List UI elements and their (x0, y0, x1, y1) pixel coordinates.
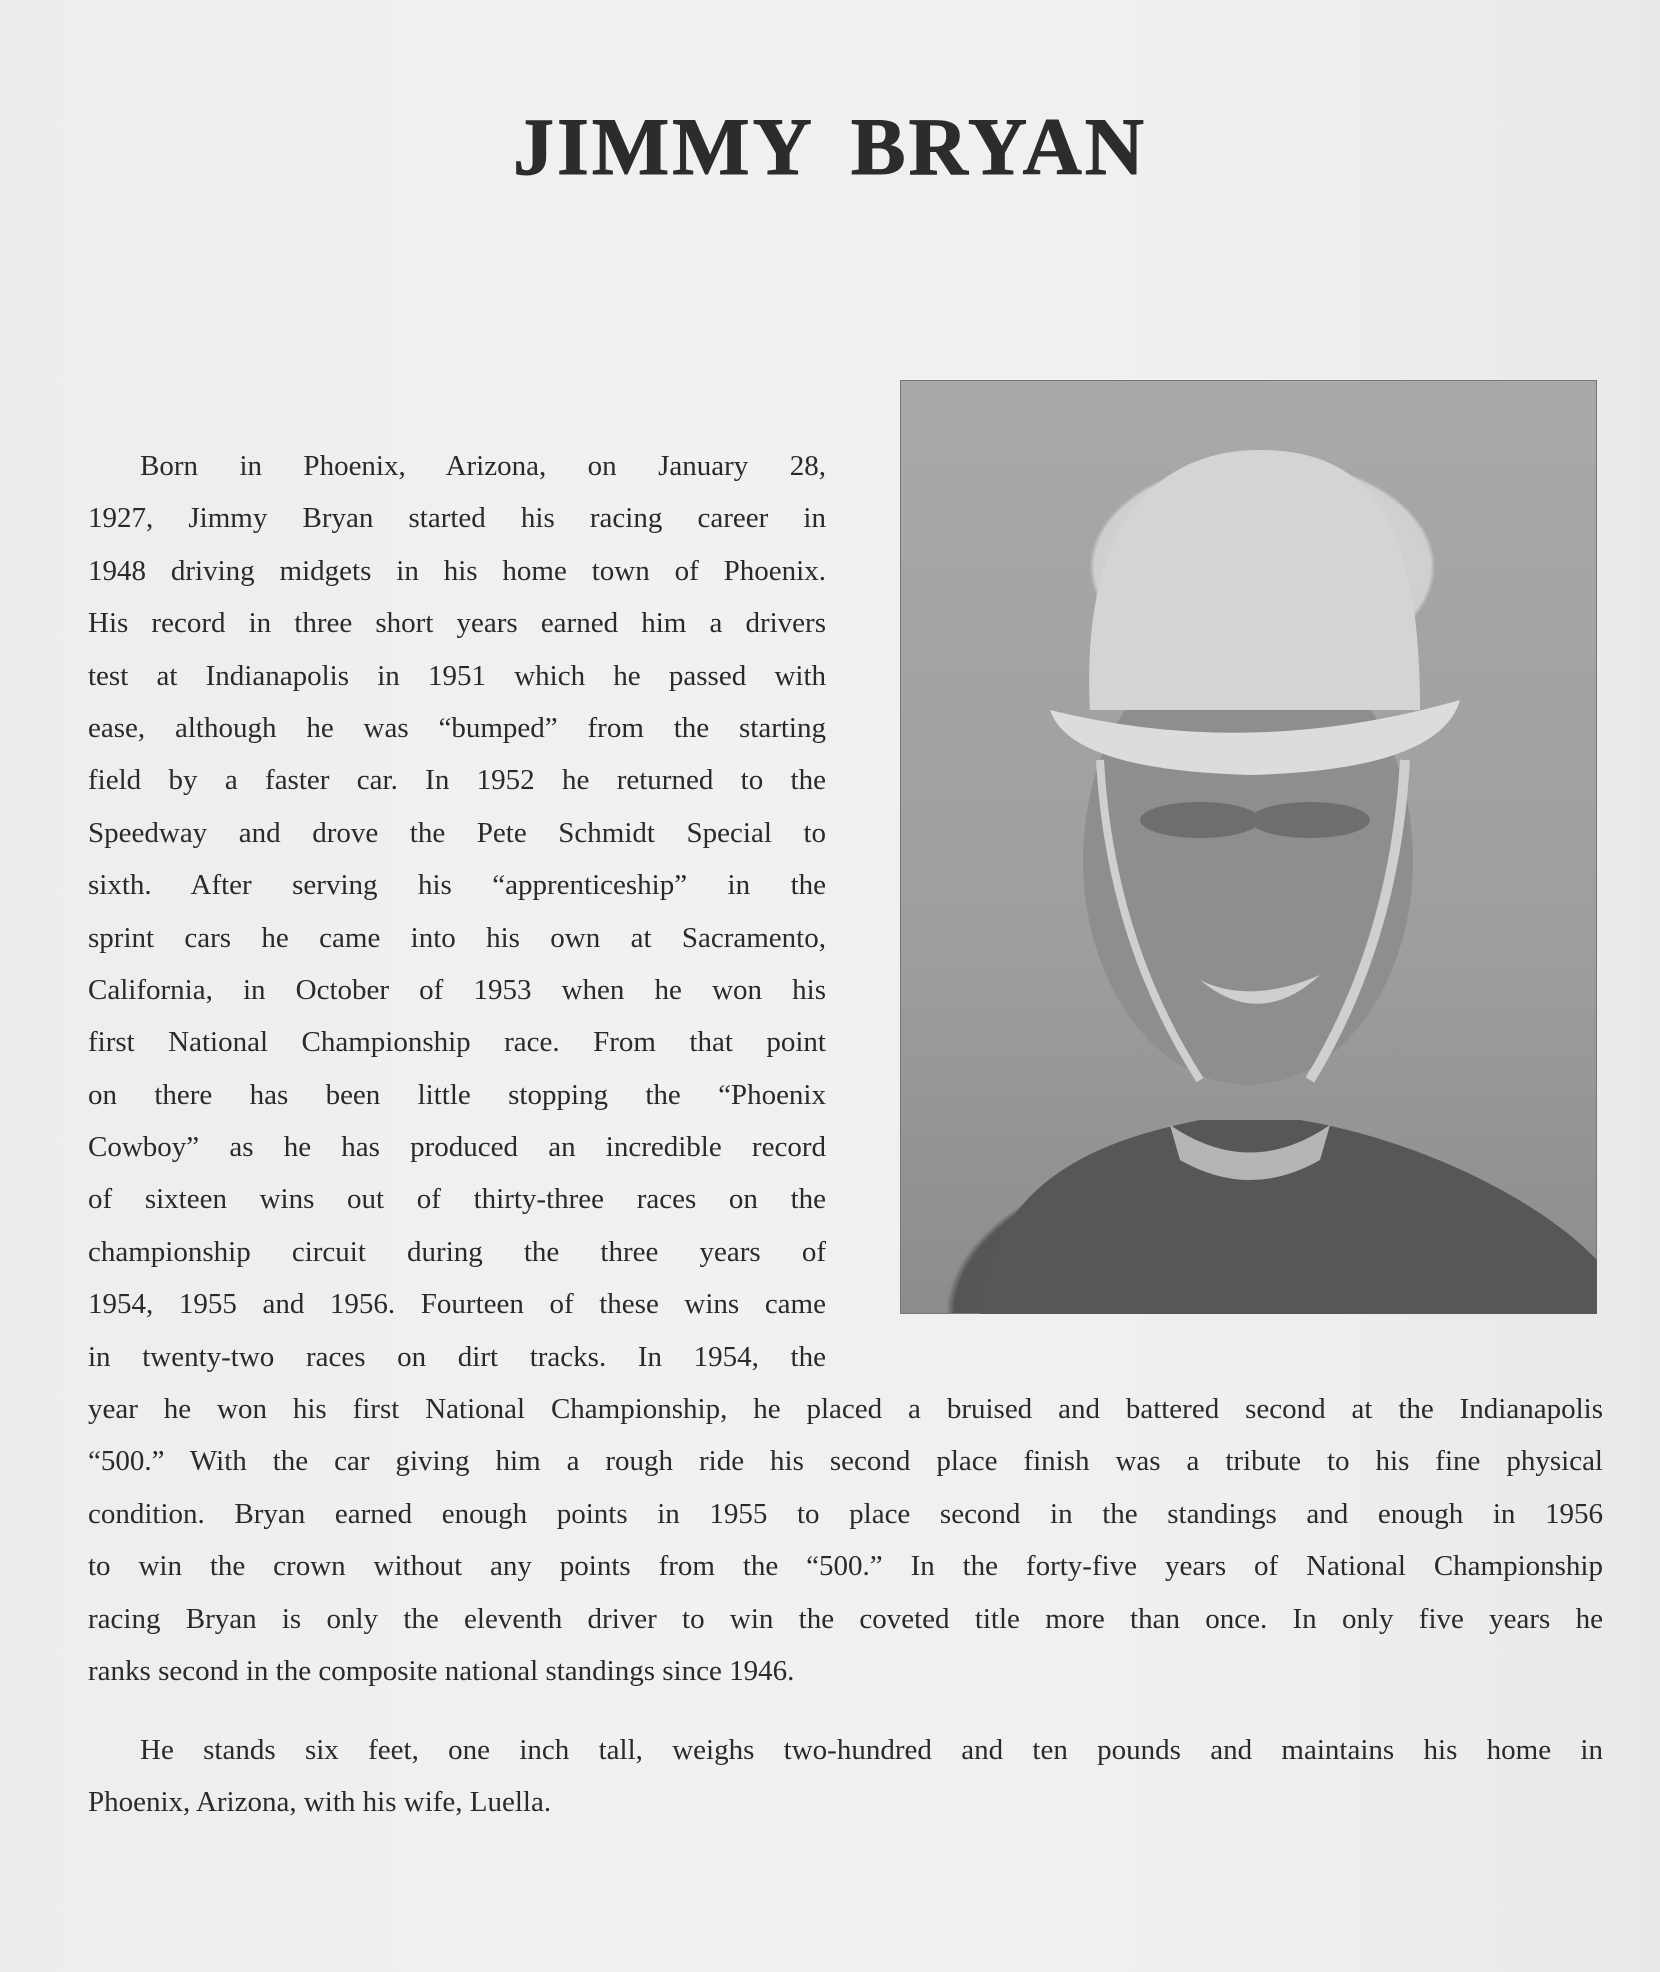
text-line: field by a faster car. In 1952 he returned to the (88, 764, 826, 797)
text-line: ease, although he was “bumped” from the starting (88, 711, 826, 744)
text-line: “500.” With the car giving him a rough ride his second place finish was a tribute to his fine physical (88, 1445, 1603, 1478)
text-line: 1948 driving midgets in his home town of Phoenix. (88, 554, 826, 587)
text-line: sprint cars he came into his own at Sacramento, (88, 921, 826, 954)
text-line: test at Indianapolis in 1951 which he passed with (88, 659, 826, 692)
text-line: first National Championship race. From that point (88, 1026, 826, 1059)
driver-portrait-photo (900, 380, 1597, 1314)
text-line: California, in October of 1953 when he won his (88, 973, 826, 1006)
title-last-name: BRYAN (850, 101, 1148, 192)
text-line: on there has been little stopping the “Phoenix (88, 1078, 826, 1111)
text-line: to win the crown without any points from the “500.” In the forty-five years of National Championship (88, 1550, 1603, 1583)
text-line: racing Bryan is only the eleventh driver to win the coveted title more than once. In only five years he (88, 1602, 1603, 1635)
text-line: Born in Phoenix, Arizona, on January 28, (140, 450, 826, 482)
portrait-illustration-icon (900, 380, 1597, 1314)
text-line: He stands six feet, one inch tall, weighs two-hundred and ten pounds and maintains his home in (140, 1734, 1603, 1766)
text-line: Phoenix, Arizona, with his wife, Luella. (88, 1786, 552, 1819)
text-line: condition. Bryan earned enough points in 1955 to place second in the standings and enough in 1956 (88, 1497, 1603, 1530)
text-line: ranks second in the composite national standings since 1946. (88, 1654, 795, 1687)
text-line: Speedway and drove the Pete Schmidt Special to (88, 816, 826, 849)
biography-paragraph-1-wide (88, 1383, 1603, 1697)
text-line: sixth. After serving his “apprenticeship” in the (88, 869, 826, 902)
text-line: Cowboy” as he has produced an incredible record (88, 1131, 826, 1164)
title-first-name: JIMMY (512, 101, 815, 192)
text-line: championship circuit during the three years of (88, 1235, 826, 1268)
biography-paragraph-2 (88, 1724, 1603, 1829)
text-line: in twenty-two races on dirt tracks. In 1954, the (88, 1340, 826, 1373)
text-line: year he won his first National Championship, he placed a bruised and battered second at the Indianapolis (88, 1393, 1603, 1425)
text-line: 1927, Jimmy Bryan started his racing career in (88, 502, 826, 535)
text-line: of sixteen wins out of thirty-three races on the (88, 1183, 826, 1216)
text-line: His record in three short years earned him a drivers (88, 607, 826, 640)
biography-paragraph-1-narrow (88, 440, 826, 1383)
page-title (0, 100, 1660, 194)
text-line: 1954, 1955 and 1956. Fourteen of these wins came (88, 1288, 826, 1321)
